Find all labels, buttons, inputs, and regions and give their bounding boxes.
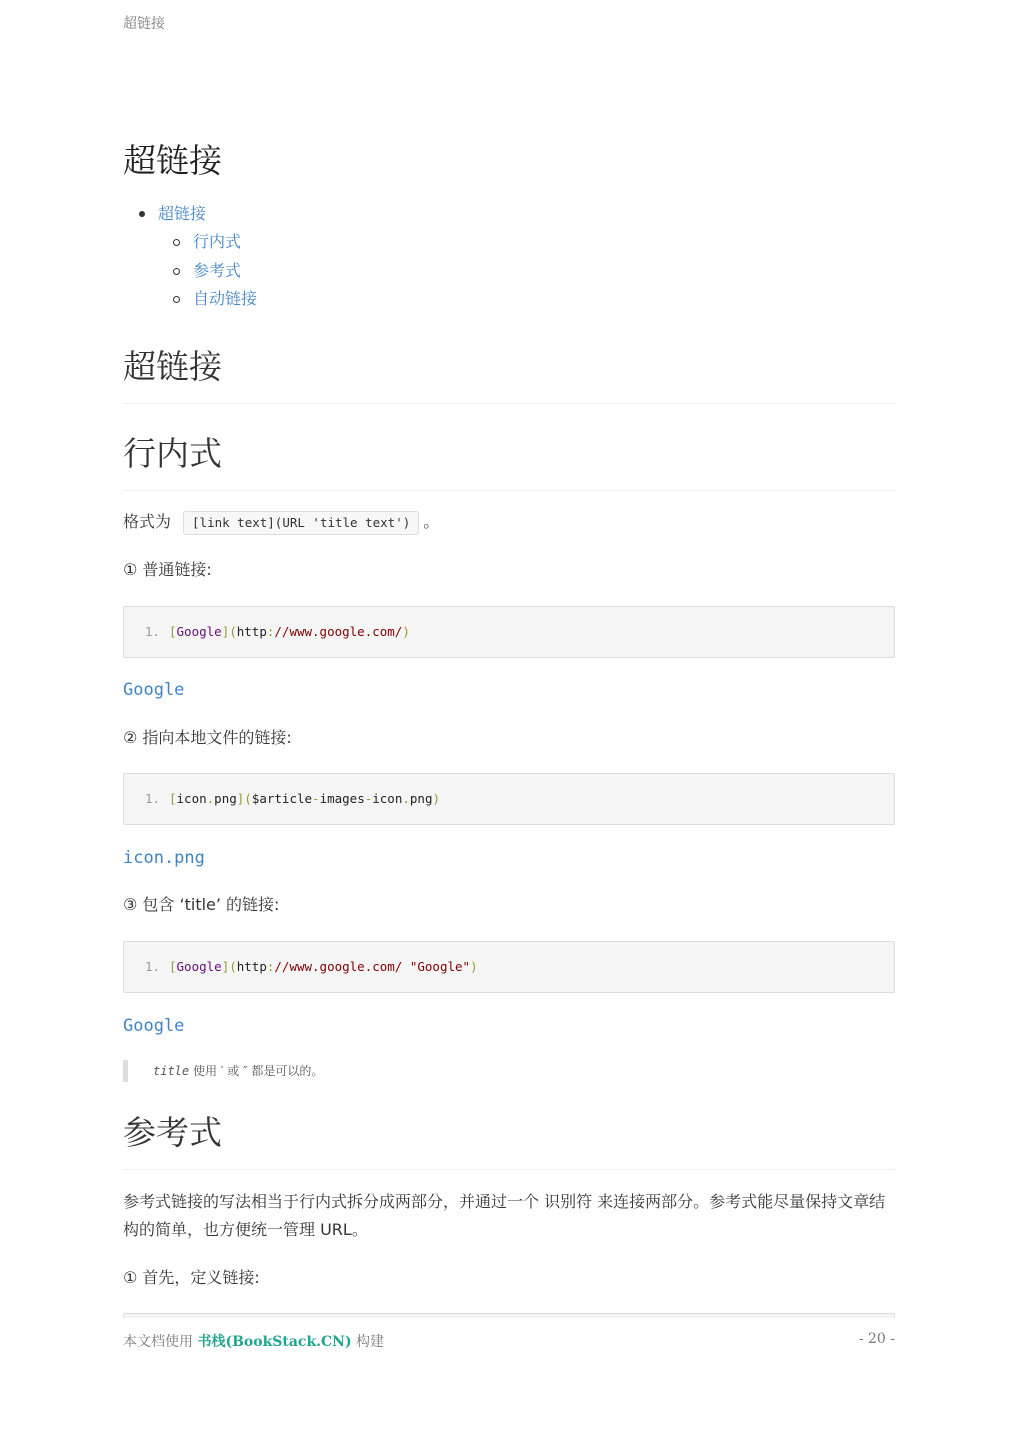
footer-prefix: 本文档使用: [123, 1334, 198, 1350]
toc-sublist: [158, 228, 257, 314]
demo-link-icon-png[interactable]: icon.png: [123, 848, 205, 868]
code-block-local-file: [123, 773, 895, 825]
blockquote-note: [123, 1060, 853, 1082]
code-block-title-link: [123, 941, 895, 993]
demo-link-google[interactable]: Google: [123, 680, 185, 700]
line-number: 1.: [145, 959, 161, 974]
toc-link-reference[interactable]: 参考式: [193, 260, 242, 280]
footer-brand-link[interactable]: 书栈(BookStack.CN): [197, 1334, 352, 1350]
step2-label: ② 指向本地文件的链接:: [123, 728, 292, 747]
page-number: - 20 -: [858, 1331, 895, 1347]
heading-inline: 行内式: [123, 432, 895, 491]
code-line: [icon.png]($article-images-icon.png): [169, 791, 440, 806]
heading-links: 超链接: [123, 345, 895, 404]
reference-step1-label: ① 首先，定义链接:: [123, 1268, 260, 1287]
toc-item-reference: [123, 257, 257, 286]
code-block-plain-link: [123, 606, 895, 658]
format-inline-code: [link text](URL 'title text'): [183, 511, 419, 535]
running-header: 超链接: [123, 16, 165, 32]
format-paragraph: [123, 508, 439, 536]
code-line: [Google](http://www.google.com/): [169, 624, 410, 639]
toc-link-inline[interactable]: 行内式: [193, 232, 242, 251]
format-suffix: 。: [423, 512, 440, 531]
table-of-contents: [123, 200, 257, 314]
document-content: [123, 0, 895, 1318]
demo-link-google-title[interactable]: Google: [123, 1016, 185, 1036]
quote-text: 使用 ′ 或 ″ 都是可以的。: [189, 1064, 324, 1078]
reference-paragraph: 参考式链接的写法相当于行内式拆分成两部分，并通过一个 识别符 来连接两部分。参考式能尽量保持文章结构的简单，也方便统一管理 URL。: [123, 1192, 886, 1239]
footer-suffix: 构建: [351, 1334, 385, 1350]
step3-label: ③ 包含 ‘title’ 的链接:: [123, 895, 280, 914]
toc-link-auto[interactable]: 自动链接: [193, 289, 258, 308]
page-title: 超链接: [123, 141, 222, 180]
toc-item-inline: [123, 228, 257, 257]
heading-reference: 参考式: [123, 1111, 895, 1170]
toc-item-auto: [123, 285, 257, 314]
code-block-cutoff: [123, 1313, 895, 1318]
footer-credit: [123, 1331, 384, 1351]
step1-label: ① 普通链接:: [123, 560, 212, 579]
toc-link-links[interactable]: 超链接: [158, 204, 207, 223]
toc-item-links: [123, 200, 257, 314]
code-line: [Google](http://www.google.com/ "Google"): [169, 959, 478, 974]
quote-keyword: title: [153, 1064, 190, 1078]
format-prefix: 格式为: [123, 512, 172, 531]
line-number: 1.: [145, 624, 161, 639]
line-number: 1.: [145, 791, 161, 806]
